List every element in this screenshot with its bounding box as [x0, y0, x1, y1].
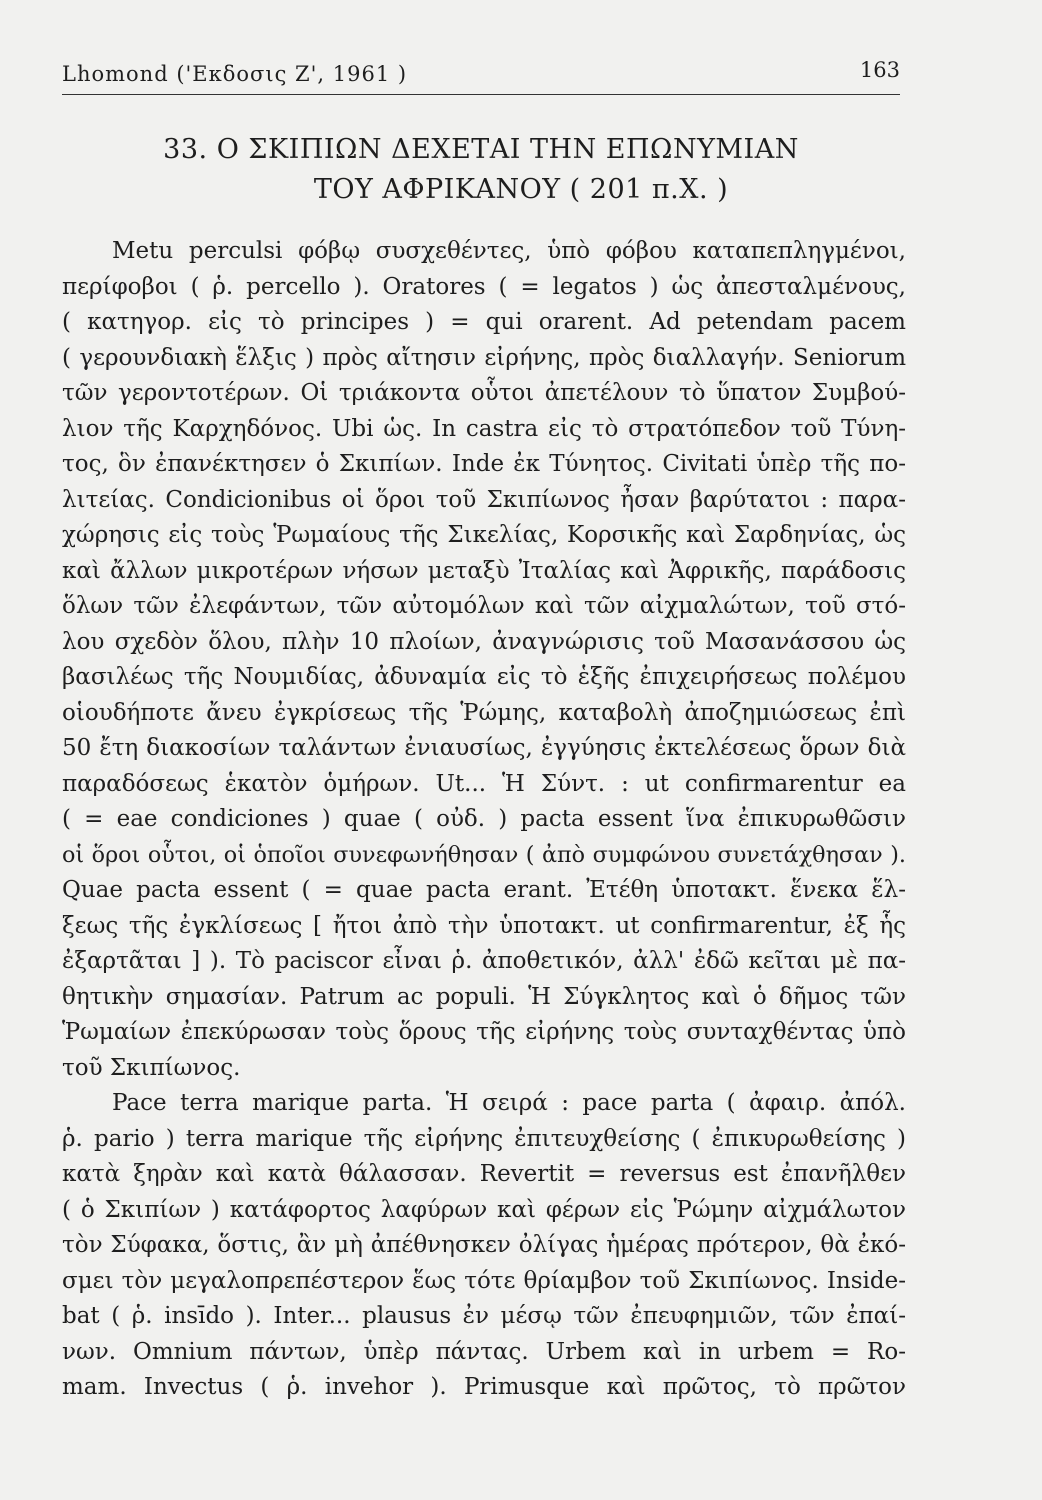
text-line: τὸν Σύφακα, ὅστις, ἂν μὴ ἀπέθνησκεν ὀλίγας ἡμέρας πρότερον, θὰ ἐκό- [62, 1232, 906, 1258]
text-line: ῥ. pario ) terra marique τῆς εἰρήνης ἐπιτευχθείσης ( ἐπικυρωθείσης ) [62, 1125, 906, 1152]
text-line: 50 ἔτη διακοσίων ταλάντων ἐνιαυσίως, ἐγγύησις ἐκτελέσεως ὅρων διὰ [62, 735, 906, 761]
text-line: κατὰ ξηρὰν καὶ κατὰ θάλασσαν. Revertit = reversus est ἐπανῆλθεν [62, 1161, 906, 1187]
text-line: καὶ ἄλλων μικροτέρων νήσων μεταξὺ Ἰταλίας καὶ Ἀφρικῆς, παράδοσις [62, 557, 906, 584]
text-line: σμει τὸν μεγαλοπρεπέστερον ἕως τότε θρίαμβον τοῦ Σκιπίωνος. Inside- [62, 1267, 906, 1294]
text-line: οἱ ὅροι οὗτοι, οἱ ὁποῖοι συνεφωνήθησαν ( ἀπὸ συμφώνου συνετάχθησαν ). [62, 841, 906, 868]
page-number: 163 [859, 58, 900, 82]
text-line: οἱουδήποτε ἄνευ ἐγκρίσεως τῆς Ῥώμης, καταβολὴ ἀποζημιώσεως ἐπὶ [62, 699, 906, 726]
text-line: mam. Invectus ( ῥ. invehor ). Primusque καὶ πρῶτος, τὸ πρῶτον [62, 1374, 906, 1400]
text-line: λου σχεδὸν ὅλου, πλὴν 10 πλοίων, ἀναγνώρισις τοῦ Μασανάσσου ὡς [62, 628, 906, 655]
chapter-title [62, 130, 900, 210]
text-line: παραδόσεως ἑκατὸν ὁμήρων. Ut... Ἡ Σύντ. : ut confirmarentur ea [62, 770, 906, 797]
text-line: τῶν γεροντοτέρων. Οἱ τριάκοντα οὗτοι ἀπετέλουν τὸ ὕπατον Συμβού- [62, 380, 906, 406]
text-line: Ῥωμαίων ἐπεκύρωσαν τοὺς ὅρους τῆς εἰρήνης τοὺς συνταχθέντας ὑπὸ [62, 1019, 906, 1045]
text-line: ( κατηγορ. εἰς τὸ principes ) = qui orarent. Ad petendam pacem [62, 309, 906, 335]
text-line: τοῦ Σκιπίωνος. [62, 1054, 241, 1081]
text-line: βασιλέως τῆς Νουμιδίας, ἀδυναμία εἰς τὸ ἑξῆς ἐπιχειρήσεως πολέμου [62, 664, 906, 690]
chapter-title-line-1: 33. Ο ΣΚΙΠΙΩΝ ΔΕΧΕΤΑΙ ΤΗΝ ΕΠΩΝΥΜΙΑΝ [163, 134, 799, 165]
text-line: ξεως τῆς ἐγκλίσεως [ ἤτοι ἀπὸ τὴν ὑποτακτ. ut confirmarentur, ἐξ ἧς [62, 912, 906, 939]
text-line: ( ὁ Σκιπίων ) κατάφορτος λαφύρων καὶ φέρων εἰς Ῥώμην αἰχμάλωτον [62, 1196, 906, 1223]
text-line: λιτείας. Condicionibus οἱ ὅροι τοῦ Σκιπίωνος ἦσαν βαρύτατοι : παρα- [62, 486, 906, 513]
text-line: Quae pacta essent ( = quae pacta erant. Ἐτέθη ὑποτακτ. ἕνεκα ἕλ- [62, 877, 906, 903]
text-line: θητικὴν σημασίαν. Patrum ac populi. Ἡ Σύγκλητος καὶ ὁ δῆμος τῶν [62, 983, 906, 1010]
text-line: bat ( ῥ. insīdo ). Inter... plausus ἐν μέσῳ τῶν ἐπευφημιῶν, τῶν ἐπαί- [62, 1303, 906, 1329]
commentary-text [62, 234, 906, 1406]
text-line: περίφοβοι ( ῥ. percello ). Oratores ( = legatos ) ὡς ἀπεσταλμένους, [62, 273, 906, 300]
text-line: τος, ὃν ἐπανέκτησεν ὁ Σκιπίων. Inde ἐκ Τύνητος. Civitati ὑπὲρ τῆς πο- [62, 451, 906, 477]
text-line: λιον τῆς Καρχηδόνος. Ubi ὡς. In castra εἰς τὸ στρατόπεδον τοῦ Τύνη- [62, 415, 906, 442]
text-line: Metu perculsi φόβῳ συσχεθέντες, ὑπὸ φόβου καταπεπληγμένοι, [112, 238, 906, 264]
running-title: Lhomond ('Εκδοσις Ζ', 1961 ) [62, 62, 408, 86]
text-line: Pace terra marique parta. Ἡ σειρά : pace parta ( ἀφαιρ. ἀπόλ. [112, 1090, 906, 1116]
text-line: νων. Omnium πάντων, ὑπὲρ πάντας. Urbem καὶ in urbem = Ro- [62, 1338, 906, 1365]
text-line: ἐξαρτᾶται ] ). Τὸ paciscor εἶναι ῥ. ἀποθετικόν, ἀλλ' ἐδῶ κεῖται μὲ πα- [62, 948, 906, 974]
header-rule [62, 94, 900, 95]
chapter-title-line-2: ΤΟΥ ΑΦΡΙΚΑΝΟΥ ( 201 π.Χ. ) [313, 174, 729, 205]
text-line: ὅλων τῶν ἐλεφάντων, τῶν αὐτομόλων καὶ τῶν αἰχμαλώτων, τοῦ στό- [62, 593, 906, 619]
text-line: ( γερουνδιακὴ ἕλξις ) πρὸς αἴτησιν εἰρήνης, πρὸς διαλλαγήν. Seniorum [62, 344, 906, 371]
text-line: χώρησις εἰς τοὺς Ῥωμαίους τῆς Σικελίας, Κορσικῆς καὶ Σαρδηνίας, ὡς [62, 522, 906, 548]
text-line: ( = eae condiciones ) quae ( οὐδ. ) pacta essent ἵνα ἐπικυρωθῶσιν [62, 806, 906, 832]
